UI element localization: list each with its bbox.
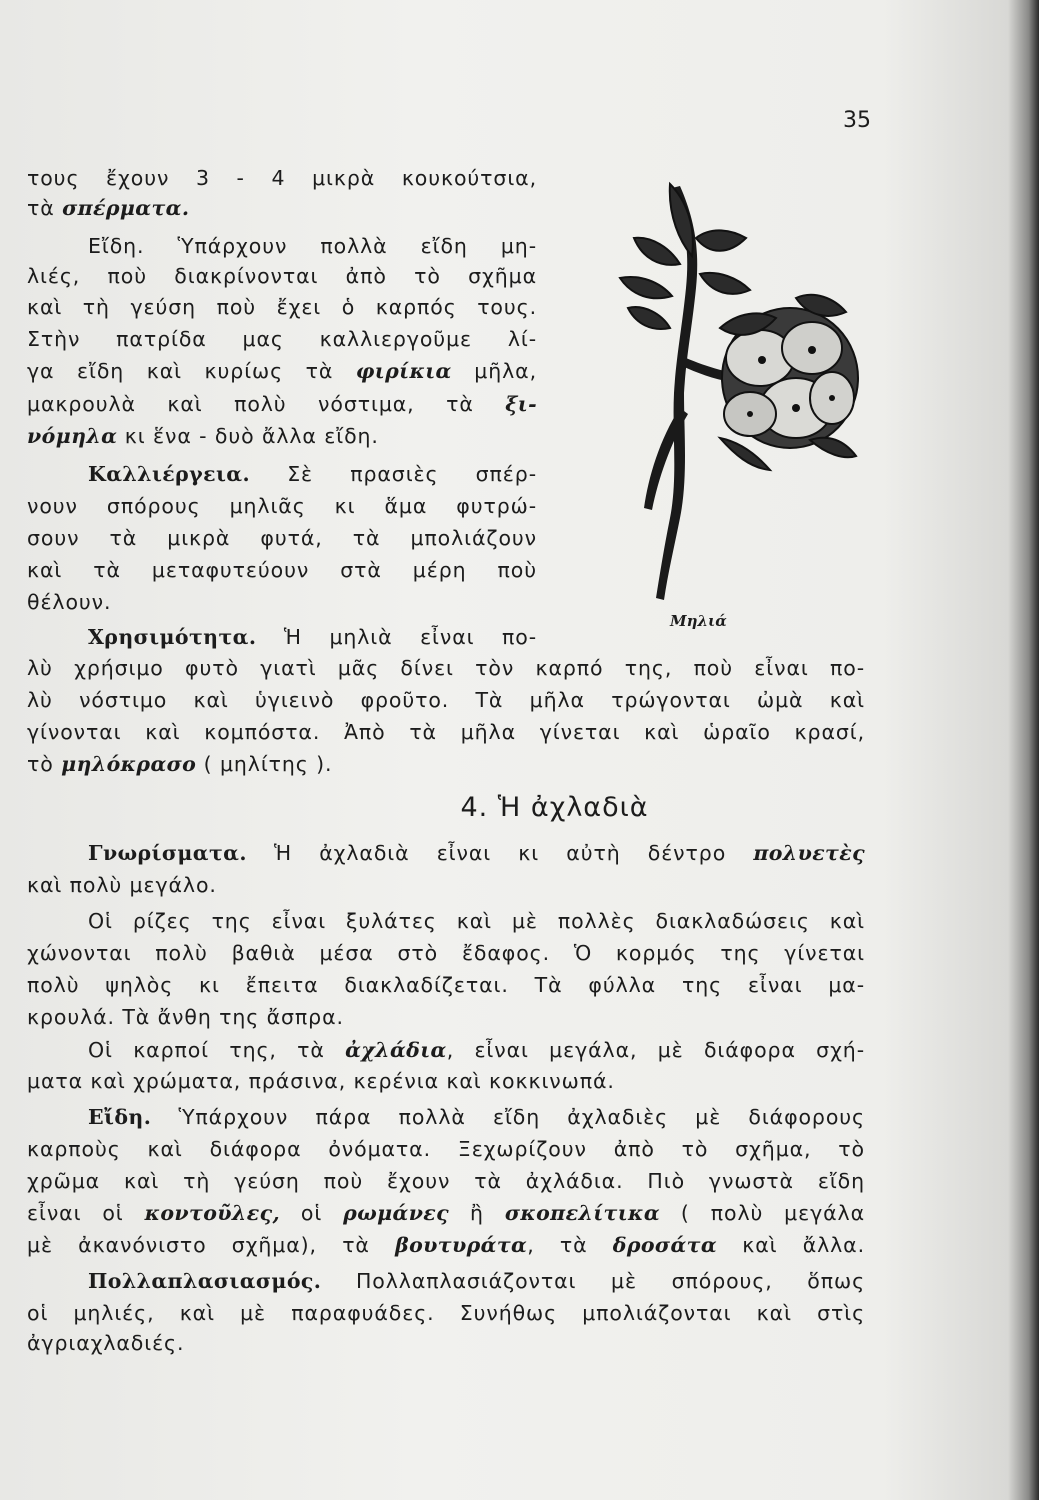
text-run: σουν τὰ μικρὰ φυτά, τὰ μπολιάζουν xyxy=(27,526,537,550)
bold-heading: Πολλαπλασιασμός. xyxy=(88,1269,322,1293)
text-line xyxy=(27,1064,865,1098)
bold-heading: Γνωρίσματα. xyxy=(88,841,247,865)
text-run: Ὑπάρχουν πολλὰ εἴδη μη- xyxy=(177,234,537,258)
text-run: γίνονται καὶ κομπόστα. Ἀπὸ τὰ μῆλα γίνεται καὶ ὡραῖο κρασί, xyxy=(27,720,865,744)
text-run: ( μηλίτης ). xyxy=(196,752,333,776)
text-line xyxy=(27,1196,865,1230)
text-run: καρποὺς καὶ διάφορα ὀνόματα. Ξεχωρίζουν ἀπὸ τὸ σχῆμα, τὸ xyxy=(27,1137,865,1161)
text-run: Ἡ ἀχλαδιὰ εἶναι κι αὐτὴ δέντρο xyxy=(246,841,754,865)
text-run: οἱ xyxy=(280,1201,344,1225)
text-run: χώνονται πολὺ βαθιὰ μέσα στὸ ἔδαφος. Ὁ κορμός της γίνεται xyxy=(27,941,865,965)
emphasized-term: βουτυράτα xyxy=(395,1233,528,1257)
text-run: κι ἕνα - δυὸ ἄλλα εἴδη. xyxy=(117,424,379,448)
text-line xyxy=(27,651,865,685)
text-run: μὲ ἀκανόνιστο σχῆμα), τὰ xyxy=(27,1233,396,1257)
apple-tree-branch-illustration xyxy=(600,178,865,618)
text-line xyxy=(27,489,537,523)
emphasized-term: δροσάτα xyxy=(612,1233,717,1257)
text-line xyxy=(27,747,865,781)
emphasized-term: πολυετὲς xyxy=(753,841,865,865)
text-line xyxy=(88,904,865,938)
text-run: Εἴδη. xyxy=(88,234,178,258)
text-run: μῆλα, xyxy=(451,359,537,383)
text-line xyxy=(27,868,865,902)
text-run: Ἡ μηλιὰ εἶναι πο- xyxy=(256,625,537,649)
text-run: τους ἔχουν 3 - 4 μικρὰ κουκούτσια, xyxy=(27,166,537,190)
text-run: , τὰ xyxy=(527,1233,613,1257)
text-line xyxy=(27,1326,865,1360)
text-run: ἀγριαχλαδιές. xyxy=(27,1331,185,1355)
emphasized-term: νόμηλα xyxy=(27,424,118,448)
text-line xyxy=(88,1264,865,1298)
text-run: Ὑπάρχουν πάρα πολλὰ εἴδη ἀχλαδιὲς μὲ διάφορους xyxy=(151,1105,865,1129)
text-run: κρουλά. Τὰ ἄνθη της ἄσπρα. xyxy=(27,1005,344,1029)
text-run: τὸ xyxy=(27,752,62,776)
text-run: καὶ τὰ μεταφυτεύουν στὰ μέρη ποὺ xyxy=(27,558,537,582)
text-line xyxy=(27,936,865,970)
text-run: πολὺ ψηλὸς κι ἔπειτα διακλαδίζεται. Τὰ φύλλα της εἶναι μα- xyxy=(27,973,865,997)
bold-heading: Χρησιμότητα. xyxy=(88,625,257,649)
text-line xyxy=(27,387,537,421)
emphasized-term: ξι- xyxy=(505,392,537,416)
text-line xyxy=(27,521,537,555)
text-run: Πολλαπλασιάζονται μὲ σπόρους, ὅπως xyxy=(321,1269,865,1293)
text-line xyxy=(27,290,537,324)
text-run: νουν σπόρους μηλιᾶς κι ἅμα φυτρώ- xyxy=(27,494,537,518)
text-run: λὺ νόστιμο καὶ ὑγιεινὸ φροῦτο. Τὰ μῆλα τρώγονται ὠμὰ καὶ xyxy=(27,688,865,712)
section-title: 4. Ἡ ἀχλαδιὰ xyxy=(460,792,649,823)
text-run: θέλουν. xyxy=(27,590,112,614)
text-line xyxy=(27,161,537,195)
text-line xyxy=(27,1164,865,1198)
text-run: Οἱ ρίζες της εἶναι ξυλάτες καὶ μὲ πολλὲς διακλαδώσεις καὶ xyxy=(88,909,865,933)
page-number: 35 xyxy=(843,108,871,133)
text-line xyxy=(27,354,537,388)
text-run: οἱ μηλιές, καὶ μὲ παραφυάδες. Συνήθως μπολιάζονται καὶ στὶς xyxy=(27,1301,865,1325)
text-run: ματα καὶ χρώματα, πράσινα, κερένια καὶ κοκκινωπά. xyxy=(27,1069,615,1093)
text-line xyxy=(27,715,865,749)
text-run: χρῶμα καὶ τὴ γεύση ποὺ ἔχουν τὰ ἀχλάδια. Πιὸ γνωστὰ εἴδη xyxy=(27,1169,865,1193)
emphasized-term: σπέρματα. xyxy=(62,196,190,220)
figure-caption: Μηλιά xyxy=(670,612,727,630)
bold-heading: Εἴδη. xyxy=(88,1105,152,1129)
text-line xyxy=(27,1296,865,1330)
text-run: Στὴν πατρίδα μας καλλιεργοῦμε λί- xyxy=(27,327,537,351)
text-line xyxy=(27,1228,865,1262)
text-line xyxy=(27,1132,865,1166)
text-line xyxy=(88,229,537,263)
text-line xyxy=(27,968,865,1002)
text-run: εἶναι οἱ xyxy=(27,1201,145,1225)
text-line xyxy=(88,1100,865,1134)
emphasized-term: μηλόκρασο xyxy=(61,752,197,776)
text-line xyxy=(27,683,865,717)
text-line xyxy=(27,1000,865,1034)
text-run: , εἶναι μεγάλα, μὲ διάφορα σχή- xyxy=(446,1038,865,1062)
text-line xyxy=(27,322,537,356)
text-run: καὶ πολὺ μεγάλο. xyxy=(27,873,217,897)
text-line xyxy=(88,1033,865,1067)
text-run: Οἱ καρποί της, τὰ xyxy=(88,1038,346,1062)
text-run: ( πολὺ μεγάλα xyxy=(660,1201,865,1225)
text-run: τὰ xyxy=(27,196,63,220)
bold-heading: Καλλιέργεια. xyxy=(88,462,250,486)
emphasized-term: φιρίκια xyxy=(355,359,452,383)
text-line xyxy=(88,457,537,491)
text-line xyxy=(27,259,537,293)
emphasized-term: κοντοῦλες, xyxy=(144,1201,280,1225)
emphasized-term: ἀχλάδια xyxy=(345,1038,447,1062)
text-run: λὺ χρήσιμο φυτὸ γιατὶ μᾶς δίνει τὸν καρπό της, ποὺ εἶναι πο- xyxy=(27,656,865,680)
text-run: λιές, ποὺ διακρίνονται ἀπὸ τὸ σχῆμα xyxy=(27,264,537,288)
emphasized-term: σκοπελίτικα xyxy=(504,1201,660,1225)
text-line xyxy=(27,553,537,587)
text-line xyxy=(88,620,537,654)
text-run: γα εἴδη καὶ κυρίως τὰ xyxy=(27,359,356,383)
text-run: καὶ τὴ γεύση ποὺ ἔχει ὁ καρπός τους. xyxy=(27,295,537,319)
text-run: καὶ ἄλλα. xyxy=(717,1233,866,1257)
text-line xyxy=(88,836,865,870)
text-run: ἢ xyxy=(449,1201,505,1225)
text-run: Σὲ πρασιὲς σπέρ- xyxy=(249,462,537,486)
text-run: μακρουλὰ καὶ πολὺ νόστιμα, τὰ xyxy=(27,392,506,416)
emphasized-term: ρωμάνες xyxy=(343,1201,450,1225)
